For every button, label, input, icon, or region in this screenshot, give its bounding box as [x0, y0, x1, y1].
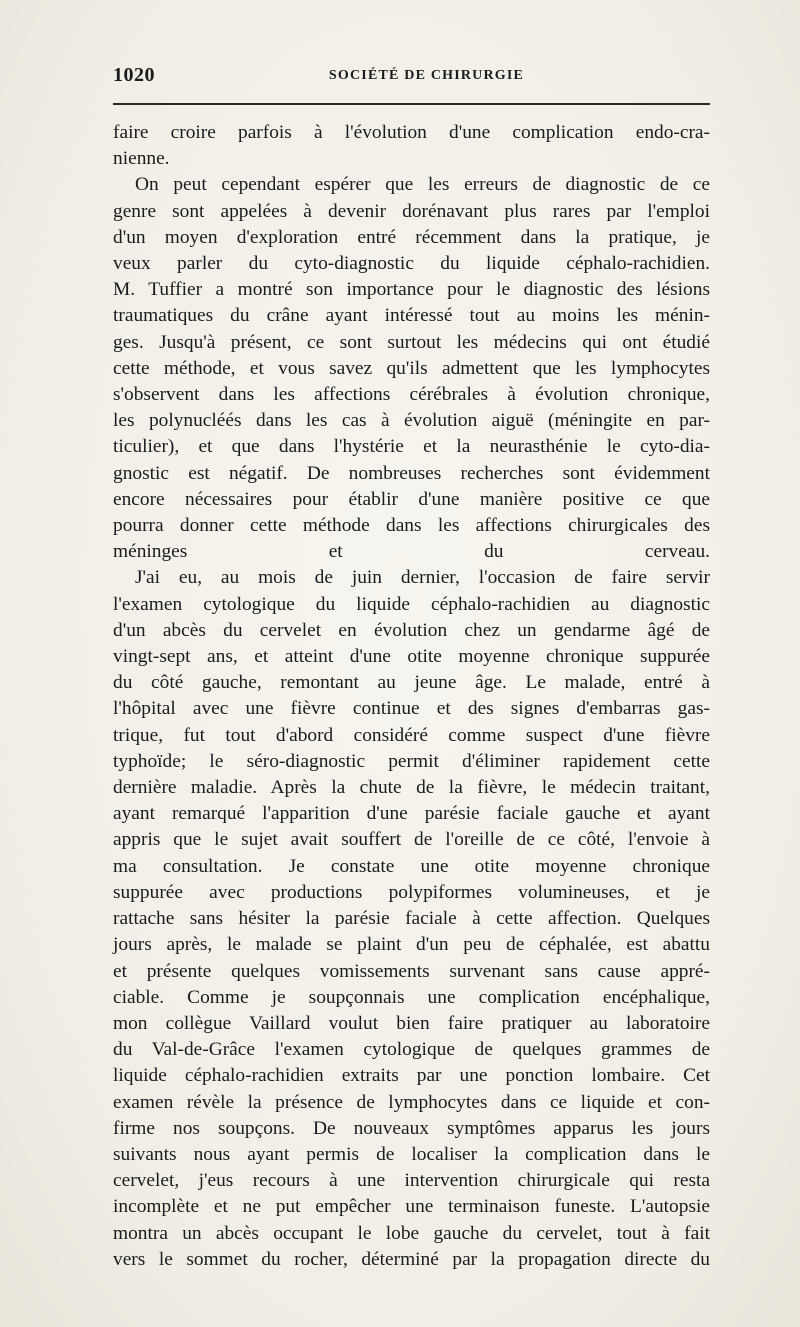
body-text	[113, 120, 710, 1273]
text-line: appris que le sujet avait souffert de l'oreille de ce côté, l'envoie à	[113, 829, 710, 851]
text-line: et présente quelques vomissements survenant sans cause appré-	[113, 960, 710, 982]
header-rule	[113, 103, 710, 105]
text-line: méninges et du cerveau.	[113, 541, 710, 563]
page-number: 1020	[113, 64, 155, 86]
text-line: encore nécessaires pour établir d'une manière positive ce que	[113, 488, 710, 510]
text-line: s'observent dans les affections cérébrales à évolution chronique,	[113, 384, 710, 406]
text-line: incomplète et ne put empêcher une terminaison funeste. L'autopsie	[113, 1196, 710, 1218]
text-line: montra un abcès occupant le lobe gauche du cervelet, tout à fait	[113, 1222, 710, 1244]
text-line: firme nos soupçons. De nouveaux symptômes apparus les jours	[113, 1117, 710, 1139]
running-title: SOCIÉTÉ DE CHIRURGIE	[328, 68, 525, 83]
text-line: mon collègue Vaillard voulut bien faire pratiquer au laboratoire	[113, 1012, 710, 1034]
text-line: d'un moyen d'exploration entré récemment dans la pratique, je	[113, 226, 710, 248]
paragraph	[113, 172, 710, 565]
text-line: ayant remarqué l'apparition d'une parésie faciale gauche et ayant	[113, 803, 710, 825]
text-line: dernière maladie. Après la chute de la fièvre, le médecin traitant,	[113, 777, 710, 799]
text-line: veux parler du cyto-diagnostic du liquide céphalo-rachidien.	[113, 253, 710, 275]
text-line: suppurée avec productions polypiformes volumineuses, et je	[113, 881, 710, 903]
text-line: cette méthode, et vous savez qu'ils admettent que les lymphocytes	[113, 357, 710, 379]
text-line: faire croire parfois à l'évolution d'une complication endo-cra-	[113, 122, 710, 143]
text-line: examen révèle la présence de lymphocytes dans ce liquide et con-	[113, 1091, 710, 1113]
text-line: liquide céphalo-rachidien extraits par une ponction lombaire. Cet	[113, 1065, 710, 1087]
page-header	[113, 64, 710, 92]
text-line: cervelet, j'eus recours à une intervention chirurgicale qui resta	[113, 1170, 710, 1192]
text-line: jours après, le malade se plaint d'un peu de céphalée, est abattu	[113, 934, 710, 956]
text-line: On peut cependant espérer que les erreurs de diagnostic de ce	[135, 174, 710, 196]
text-line: du côté gauche, remontant au jeune âge. Le malade, entré à	[113, 672, 710, 694]
text-line: les polynucléés dans les cas à évolution aiguë (méningite en par-	[113, 410, 710, 432]
text-line: pourra donner cette méthode dans les affections chirurgicales des	[113, 515, 710, 537]
text-line: typhoïde; le séro-diagnostic permit d'éliminer rapidement cette	[113, 750, 710, 772]
text-line: ges. Jusqu'à présent, ce sont surtout les médecins qui ont étudié	[113, 331, 710, 353]
text-line: d'un abcès du cervelet en évolution chez un gendarme âgé de	[113, 619, 710, 641]
text-line: vers le sommet du rocher, déterminé par la propagation directe du	[113, 1248, 710, 1270]
text-line: l'examen cytologique du liquide céphalo-rachidien au diagnostic	[113, 593, 710, 615]
text-line: traumatiques du crâne ayant intéressé tout au moins les ménin-	[113, 305, 710, 327]
text-line: l'hôpital avec une fièvre continue et des signes d'embarras gas-	[113, 698, 710, 720]
text-line: J'ai eu, au mois de juin dernier, l'occasion de faire servir	[135, 567, 710, 589]
text-line: suivants nous ayant permis de localiser la complication dans le	[113, 1143, 710, 1165]
text-line: gnostic est négatif. De nombreuses recherches sont évidemment	[113, 462, 710, 484]
text-line: rattache sans hésiter la parésie faciale à cette affection. Quelques	[113, 908, 710, 930]
text-line: nienne.	[113, 148, 170, 170]
text-line: du Val-de-Grâce l'examen cytologique de quelques grammes de	[113, 1039, 710, 1061]
text-line: ciable. Comme je soupçonnais une complication encéphalique,	[113, 986, 710, 1008]
text-line: genre sont appelées à devenir dorénavant plus rares par l'emploi	[113, 200, 710, 222]
text-line: M. Tuffier a montré son importance pour le diagnostic des lésions	[113, 279, 710, 301]
text-line: trique, fut tout d'abord considéré comme suspect d'une fièvre	[113, 724, 710, 746]
paragraph	[113, 565, 710, 1272]
text-line: ma consultation. Je constate une otite moyenne chronique	[113, 855, 710, 877]
paragraph	[113, 120, 710, 172]
text-line: vingt-sept ans, et atteint d'une otite moyenne chronique suppurée	[113, 646, 710, 668]
text-line: ticulier), et que dans l'hystérie et la neurasthénie le cyto-dia-	[113, 436, 710, 458]
